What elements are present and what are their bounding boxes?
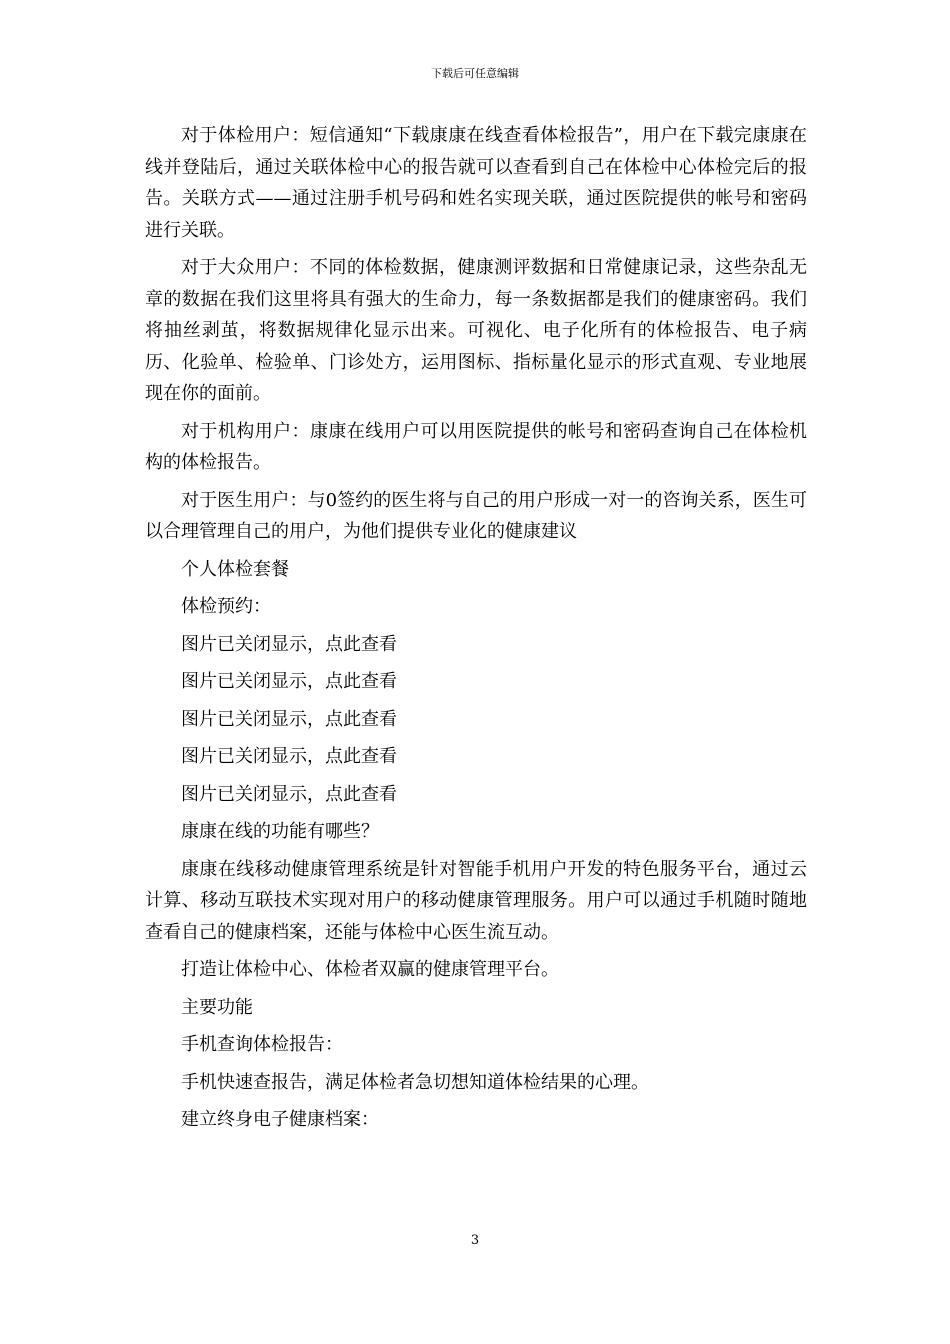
paragraph-checkup-users: 对于体检用户：短信通知“下载康康在线查看体检报告”，用户在下载完康康在线并登陆后，通过关联体检中心的报告就可以查看到自己在体检中心体检完后的报告。关联方式——通过注册手机号码和姓名实现关联，通过医院提供的帐号和密码进行关联。 [145,125,807,241]
image-placeholder-link[interactable]: 图片已关闭显示，点此查看 [181,671,397,692]
paragraph-mobile-report: 手机快速查报告，满足体检者急切想知道体检结果的心理。 [181,1071,649,1093]
paragraph-doctor-users: 对于医生用户：与0签约的医生将与自己的用户形成一对一的咨询关系，医生可以合理管理自己的用户，为他们提供专业化的健康建议 [145,489,807,542]
paragraph-institution-users: 对于机构用户：康康在线用户可以用医院提供的帐号和密码查询自己在体检机构的体检报告。 [145,420,807,473]
heading-features-question: 康康在线的功能有哪些？ [181,821,379,842]
image-placeholder-link[interactable]: 图片已关闭显示，点此查看 [181,633,397,655]
page-header: 下载后可任意编辑 [431,67,519,80]
document-body [145,120,807,1142]
heading-main-features: 主要功能 [181,996,253,1018]
heading-mobile-report: 手机查询体检报告： [181,1034,343,1055]
heading-health-record: 建立终身电子健康档案： [181,1109,379,1130]
heading-appointment: 体检预约： [181,596,271,617]
paragraph-system-intro: 康康在线移动健康管理系统是针对智能手机用户开发的特色服务平台，通过云计算、移动互联技术实现对用户的移动健康管理服务。用户可以通过手机随时随地查看自己的健康档案，还能与体检中心医生流互动。 [145,858,807,943]
heading-personal-package: 个人体检套餐 [181,558,289,580]
image-placeholder-link[interactable]: 图片已关闭显示，点此查看 [181,708,397,730]
page-number: 3 [470,1233,480,1248]
paragraph-public-users: 对于大众用户：不同的体检数据，健康测评数据和日常健康记录，这些杂乱无章的数据在我们这里将具有强大的生命力，每一条数据都是我们的健康密码。我们将抽丝剥茧，将数据规律化显示出来。可视化、电子化所有的体检报告、电子病历、化验单、检验单、门诊处方，运用图标、指标量化显示的形式直观、专业地展现在你的面前。 [145,257,807,404]
image-placeholder-link[interactable]: 图片已关闭显示，点此查看 [181,746,397,767]
paragraph-platform-goal: 打造让体检中心、体检者双赢的健康管理平台。 [181,959,559,980]
image-placeholder-link[interactable]: 图片已关闭显示，点此查看 [181,783,397,805]
